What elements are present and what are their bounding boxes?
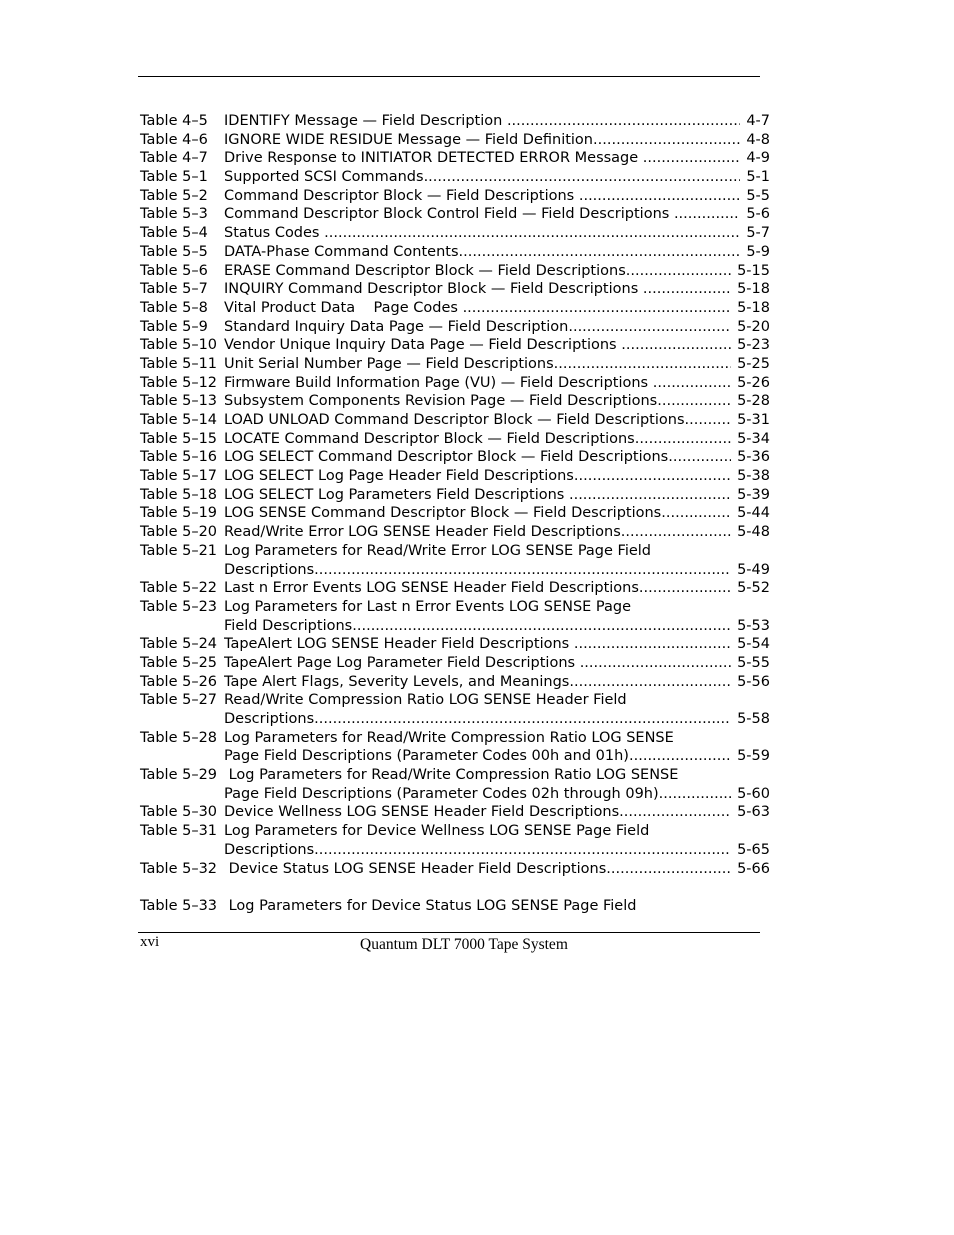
toc-entry (140, 841, 770, 860)
toc-entry-number: Table 5–11 (140, 355, 218, 372)
dot-leader (352, 617, 731, 636)
dot-leader (685, 411, 732, 430)
toc-entry-title: LOCATE Command Descriptor Block — Field Descriptions (224, 430, 635, 447)
toc-entry-number: Table 5–16 (140, 449, 218, 466)
toc-entry-title: Log Parameters for Read/Write Compression Ratio LOG SENSE (224, 767, 679, 784)
toc-entry-title: Descriptions (224, 561, 315, 578)
toc-entry-line (224, 822, 770, 841)
toc-entry-line (224, 691, 770, 710)
toc-entry-line (224, 617, 770, 636)
toc-entry-line (224, 635, 770, 654)
toc-entry-line (224, 710, 770, 729)
toc-entry-title: IGNORE WIDE RESIDUE Message — Field Definition (224, 131, 593, 148)
toc-entry-line (224, 654, 770, 673)
toc-entry-page: 5-18 (737, 299, 770, 316)
toc-entry-title: Descriptions (224, 711, 315, 727)
toc-entry-page: 5-7 (746, 225, 770, 242)
toc-entry-number: Table 5–20 (140, 524, 218, 541)
toc-entry-title: Drive Response to INITIATOR DETECTED ERROR Message (224, 150, 643, 167)
toc-entry (140, 710, 770, 729)
toc-entry-line (224, 579, 770, 598)
toc-entry (140, 187, 770, 206)
dot-leader (668, 448, 731, 467)
toc-entry (140, 822, 770, 841)
toc-entry-number: Table 5–26 (140, 673, 218, 690)
toc-entry (140, 299, 770, 318)
toc-entry (140, 542, 770, 561)
toc-entry-line (224, 355, 770, 374)
dot-leader (621, 336, 731, 355)
dot-leader (459, 243, 741, 262)
toc-entry-line (224, 318, 770, 337)
dot-leader (593, 131, 740, 150)
toc-entry-number: Table 5–6 (140, 262, 208, 279)
toc-entry-number: Table 5–32 (140, 860, 218, 877)
toc-entry (140, 860, 770, 879)
toc-entry-number: Table 5–5 (140, 243, 208, 260)
toc-entry (140, 654, 770, 673)
toc-entry-line (224, 168, 770, 187)
toc-entry-page: 5-66 (737, 860, 770, 877)
toc-entry-page: 4-9 (746, 150, 770, 167)
toc-entry-title: Vendor Unique Inquiry Data Page — Field Descriptions (224, 337, 622, 354)
toc-entry-page: 5-65 (737, 841, 770, 858)
toc-entry-number: Table 5–33 (140, 897, 218, 914)
toc-entry-number: Table 5–15 (140, 430, 218, 447)
toc-entry-title: LOG SELECT Log Page Header Field Descriptions (224, 468, 574, 485)
toc-entry-title: Device Status LOG SENSE Header Field Descriptions (224, 860, 607, 877)
toc-entry-line (224, 766, 770, 785)
toc-entry (140, 392, 770, 411)
toc-entry-title: Log Parameters for Last n Error Events LOG SENSE Page (224, 598, 632, 615)
toc-entry-title: Supported SCSI Commands (224, 169, 424, 186)
header-rule (138, 76, 760, 77)
dot-leader (507, 112, 740, 131)
toc-entry-page: 5-52 (737, 580, 770, 597)
dot-leader (314, 841, 731, 860)
toc-entry-title: Tape Alert Flags, Severity Levels, and Meanings (224, 673, 570, 690)
toc-entry-line (224, 336, 770, 355)
toc-entry-page: 5-55 (737, 654, 770, 671)
dot-leader (643, 149, 741, 168)
toc-entry-number: Table 5–7 (140, 281, 208, 298)
toc-entry-line (224, 187, 770, 206)
toc-entry-line (224, 673, 770, 692)
toc-entry-line (224, 523, 770, 542)
toc-entry-line (224, 374, 770, 393)
dot-leader (619, 803, 731, 822)
toc-entry-line (224, 430, 770, 449)
toc-entry-title: LOG SELECT Command Descriptor Block — Field Descriptions (224, 449, 669, 466)
dot-leader (463, 299, 732, 318)
toc-entry-line (224, 841, 770, 860)
toc-entry-number: Table 5–12 (140, 374, 218, 391)
toc-entry-number: Table 5–10 (140, 337, 218, 354)
toc-entry-number: Table 5–24 (140, 636, 218, 653)
dot-leader (324, 224, 740, 243)
toc-entry-page: 5-25 (737, 355, 770, 372)
toc-entry-title: Log Parameters for Read/Write Error LOG SENSE Page Field (224, 542, 652, 559)
toc-entry-title: DATA-Phase Command Contents (224, 243, 459, 260)
toc-entry-title: Page Field Descriptions (Parameter Codes 00h and 01h) (224, 748, 629, 765)
toc-entry-page: 5-56 (737, 673, 770, 690)
toc-entry-page: 4-7 (746, 113, 770, 129)
toc-entry-line (224, 785, 770, 804)
toc-entry-line (224, 149, 770, 168)
dot-leader (626, 262, 731, 281)
toc-entry-title: LOG SELECT Log Parameters Field Descriptions (224, 486, 569, 503)
dot-leader (569, 673, 731, 692)
toc-entry-line (224, 131, 770, 150)
toc-entry-title: TapeAlert LOG SENSE Header Field Descriptions (224, 636, 574, 653)
toc-entry-line (224, 504, 770, 523)
dot-leader (424, 168, 741, 187)
toc-entry-title: Log Parameters for Device Wellness LOG SENSE Page Field (224, 823, 650, 840)
dot-leader (606, 860, 731, 879)
toc-entry-page: 5-59 (737, 748, 770, 765)
toc-entry-title: ERASE Command Descriptor Block — Field Descriptions (224, 262, 626, 279)
toc-entry-number: Table 5–31 (140, 823, 218, 840)
toc-entry-title: TapeAlert Page Log Parameter Field Descriptions (224, 654, 580, 671)
toc-entry (140, 766, 770, 785)
toc-entry-page: 5-5 (746, 187, 770, 204)
toc-entry (140, 803, 770, 822)
toc-entry (140, 430, 770, 449)
toc-entry-title: Descriptions (224, 841, 315, 858)
toc-entry-line (224, 112, 770, 131)
toc-entry-title: LOG SENSE Command Descriptor Block — Field Descriptions (224, 505, 662, 522)
toc-entry (140, 486, 770, 505)
toc-entry (140, 635, 770, 654)
toc-entry-number: Table 4–7 (140, 150, 208, 167)
list-of-tables (140, 112, 770, 916)
toc-entry (140, 561, 770, 580)
toc-entry-line (224, 205, 770, 224)
dot-leader (568, 318, 731, 337)
toc-entry-page: 5-38 (737, 468, 770, 485)
toc-entry (140, 280, 770, 299)
toc-entry-number: Table 5–27 (140, 692, 218, 709)
toc-entry-number: Table 5–18 (140, 486, 218, 503)
toc-entry (140, 318, 770, 337)
toc-entry-page: 5-49 (737, 561, 770, 578)
toc-entry-title: Unit Serial Number Page — Field Descriptions (224, 355, 554, 372)
dot-leader (554, 355, 731, 374)
toc-entry-number: Table 5–28 (140, 729, 218, 746)
toc-entry-line (224, 280, 770, 299)
toc-entry-page: 5-18 (737, 281, 770, 298)
toc-entry (140, 448, 770, 467)
dot-leader (579, 187, 740, 206)
toc-entry (140, 598, 770, 617)
toc-entry-number: Table 5–22 (140, 580, 218, 597)
toc-entry-title: Status Codes (224, 225, 325, 242)
toc-entry (140, 224, 770, 243)
toc-entry-page: 5-34 (737, 430, 770, 447)
dot-leader (580, 654, 731, 673)
dot-leader (659, 785, 731, 804)
toc-entry (140, 131, 770, 150)
toc-entry-page: 5-28 (737, 393, 770, 410)
toc-entry (140, 691, 770, 710)
toc-entry-title: Command Descriptor Block Control Field — Field Descriptions (224, 206, 674, 223)
toc-entry-number: Table 5–4 (140, 225, 208, 242)
toc-entry-title: Vital Product Data Page Codes (224, 299, 463, 316)
toc-entry-page: 5-44 (737, 505, 770, 522)
toc-entry-number: Table 5–17 (140, 468, 218, 485)
toc-entry-title: Read/Write Compression Ratio LOG SENSE Header Field (224, 692, 627, 709)
toc-entry-line (224, 897, 770, 916)
toc-entry (140, 747, 770, 766)
toc-entry-page: 5-6 (746, 206, 770, 223)
dot-leader (653, 374, 731, 393)
toc-entry-page: 5-48 (737, 524, 770, 541)
toc-entry-page: 4-8 (746, 131, 770, 148)
toc-entry-number: Table 4–5 (140, 113, 208, 129)
dot-leader (635, 430, 731, 449)
toc-entry-line (224, 224, 770, 243)
toc-entry (140, 205, 770, 224)
toc-entry-title: Log Parameters for Read/Write Compression Ratio LOG SENSE (224, 729, 674, 746)
toc-entry-number: Table 5–13 (140, 393, 218, 410)
toc-entry-page: 5-9 (746, 243, 770, 260)
toc-entry-line (224, 467, 770, 486)
toc-entry (140, 411, 770, 430)
toc-entry-line (224, 448, 770, 467)
toc-entry (140, 112, 770, 131)
toc-entry-title: Subsystem Components Revision Page — Field Descriptions (224, 393, 658, 410)
toc-entry-page: 5-31 (737, 412, 770, 428)
toc-entry-page: 5-20 (737, 318, 770, 335)
toc-entry-title: Device Wellness LOG SENSE Header Field Descriptions (224, 804, 620, 821)
toc-entry-number: Table 5–2 (140, 187, 208, 204)
toc-entry-title: Field Descriptions (224, 617, 353, 634)
toc-entry-number: Table 5–9 (140, 318, 208, 335)
toc-entry-line (224, 542, 770, 561)
toc-entry-line (224, 299, 770, 318)
toc-entry-line (224, 729, 770, 748)
toc-entry (140, 785, 770, 804)
toc-entry-line (224, 561, 770, 580)
toc-entry-page: 5-53 (737, 617, 770, 634)
toc-entry (140, 897, 770, 916)
toc-entry-line (224, 243, 770, 262)
toc-entry-page: 5-26 (737, 374, 770, 391)
toc-entry (140, 729, 770, 748)
toc-entry-title: Command Descriptor Block — Field Descriptions (224, 187, 579, 204)
toc-entry-number: Table 5–1 (140, 169, 208, 186)
toc-entry-page: 5-60 (737, 785, 770, 802)
toc-entry-title: INQUIRY Command Descriptor Block — Field Descriptions (224, 281, 643, 298)
toc-entry (140, 336, 770, 355)
toc-entry-number: Table 5–23 (140, 598, 218, 615)
toc-entry-number: Table 5–25 (140, 654, 218, 671)
toc-entry-number: Table 4–6 (140, 131, 208, 148)
toc-entry-title: Page Field Descriptions (Parameter Codes 02h through 09h) (224, 785, 659, 802)
dot-leader (314, 710, 731, 729)
toc-entry-line (224, 598, 770, 617)
footer-title: Quantum DLT 7000 Tape System (360, 936, 568, 953)
dot-leader (314, 561, 731, 580)
dot-leader (574, 467, 731, 486)
toc-entry-title: Read/Write Error LOG SENSE Header Field Descriptions (224, 524, 621, 541)
toc-entry (140, 673, 770, 692)
footer-page-number: xvi (140, 934, 160, 950)
toc-entry-number: Table 5–21 (140, 542, 218, 559)
toc-entry-number: Table 5–3 (140, 206, 208, 223)
toc-entry-page: 5-23 (737, 337, 770, 354)
toc-entry-number: Table 5–30 (140, 804, 218, 821)
dot-leader (621, 523, 731, 542)
toc-entry (140, 243, 770, 262)
toc-entry-title: Standard Inquiry Data Page — Field Description (224, 318, 569, 335)
toc-entry-line (224, 803, 770, 822)
dot-leader (643, 280, 731, 299)
toc-entry-page: 5-63 (737, 804, 770, 821)
toc-entry-page: 5-15 (737, 262, 770, 279)
toc-entry (140, 168, 770, 187)
toc-entry-line (224, 860, 770, 879)
toc-entry (140, 579, 770, 598)
dot-leader (661, 504, 731, 523)
toc-entry-line (224, 747, 770, 766)
toc-entry-number: Table 5–19 (140, 505, 218, 522)
footer-rule (138, 932, 760, 933)
toc-entry-number: Table 5–14 (140, 412, 218, 428)
toc-entry-page: 5-1 (746, 169, 770, 186)
toc-entry-title: Log Parameters for Device Status LOG SENSE Page Field (224, 897, 637, 914)
toc-entry (140, 467, 770, 486)
toc-entry (140, 149, 770, 168)
toc-entry-title: LOAD UNLOAD Command Descriptor Block — Field Descriptions (224, 412, 685, 428)
toc-entry-page: 5-54 (737, 636, 770, 653)
dot-leader (674, 205, 740, 224)
toc-entry-title: Last n Error Events LOG SENSE Header Field Descriptions (224, 580, 639, 597)
dot-leader (574, 635, 731, 654)
toc-entry-line (224, 392, 770, 411)
toc-entry (140, 374, 770, 393)
toc-entry (140, 504, 770, 523)
toc-entry-page: 5-39 (737, 486, 770, 503)
dot-leader (639, 579, 731, 598)
dot-leader (629, 747, 731, 766)
dot-leader (657, 392, 731, 411)
toc-entry (140, 617, 770, 636)
toc-entry-title: Firmware Build Information Page (VU) — Field Descriptions (224, 374, 653, 391)
toc-entry-number: Table 5–29 (140, 767, 218, 784)
toc-entry-number: Table 5–8 (140, 299, 208, 316)
toc-entry-page: 5-58 (737, 711, 770, 727)
toc-entry-line (224, 411, 770, 430)
toc-entry-page: 5-36 (737, 449, 770, 466)
toc-entry-title: IDENTIFY Message — Field Description (224, 113, 507, 129)
toc-entry (140, 262, 770, 281)
toc-entry (140, 355, 770, 374)
toc-entry-line (224, 486, 770, 505)
toc-entry (140, 523, 770, 542)
dot-leader (569, 486, 731, 505)
toc-entry-line (224, 262, 770, 281)
